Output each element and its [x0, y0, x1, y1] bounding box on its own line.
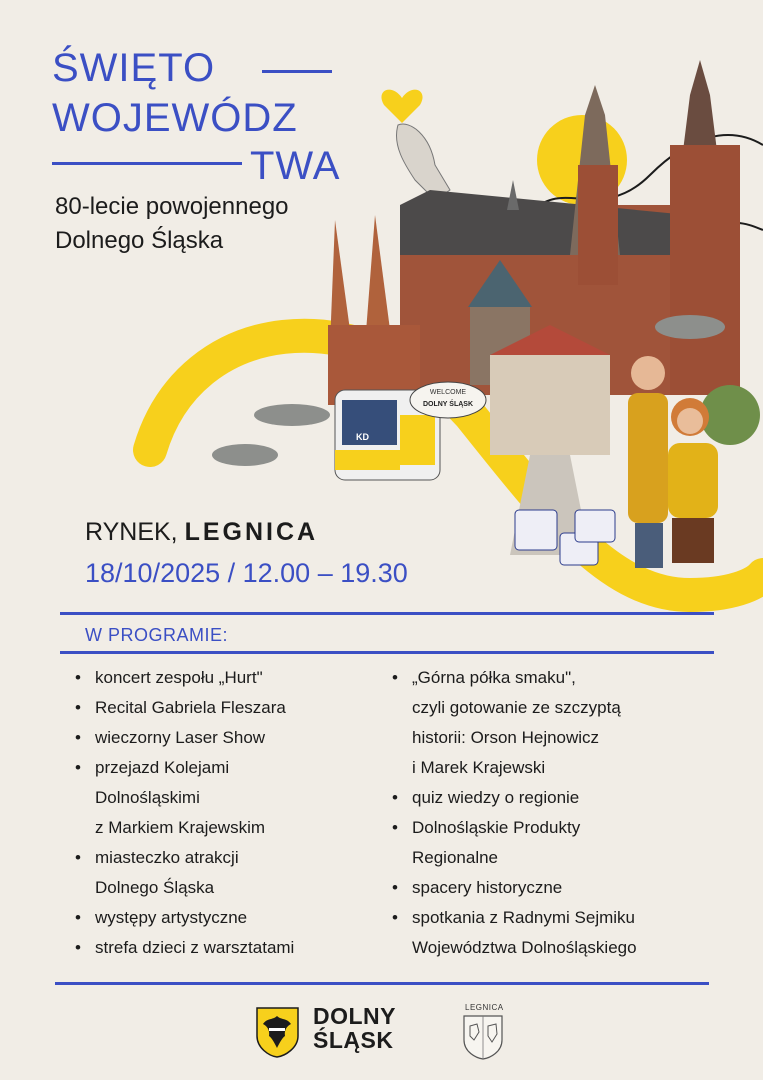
program-item-line: Dolnego Śląska	[95, 878, 215, 897]
program-item	[392, 873, 722, 903]
program-item-line: czyli gotowanie ze szczyptą	[412, 698, 621, 717]
welcome-sign-region: DOLNY ŚLĄSK	[422, 401, 474, 408]
bullet-icon: •	[75, 698, 81, 717]
fish-3	[655, 315, 725, 339]
program-item	[392, 813, 722, 873]
program-item	[75, 933, 375, 963]
bullet-icon: •	[75, 908, 81, 927]
logo-line-2: ŚLĄSK	[313, 1027, 394, 1053]
program-item	[392, 783, 722, 813]
program-item-line: „Górna półka smaku",	[412, 668, 576, 687]
hand-icon	[396, 124, 450, 200]
program-item	[392, 903, 722, 963]
program-rule-mid	[60, 651, 714, 654]
program-item-line: Regionalne	[412, 848, 499, 867]
title-line-1: ŚWIĘTO	[52, 46, 216, 90]
venue	[85, 518, 318, 547]
program-item-line: miasteczko atrakcji	[95, 848, 239, 867]
fish-2	[212, 444, 278, 466]
program-item-line: Recital Gabriela Fleszara	[95, 698, 286, 717]
program-item-line: wieczorny Laser Show	[95, 728, 266, 747]
program-item	[75, 843, 375, 903]
program-item	[75, 663, 375, 693]
legnica-label: LEGNICA	[465, 1003, 504, 1012]
bullet-icon: •	[392, 878, 398, 897]
program-item-line: historii: Orson Hejnowicz	[412, 728, 600, 747]
program-item-line: spacery historyczne	[412, 878, 563, 897]
program-item-line: i Marek Krajewski	[412, 758, 546, 777]
dolny-slask-logo-text	[313, 1004, 396, 1052]
fish-1	[254, 404, 330, 426]
bullet-icon: •	[392, 908, 398, 927]
venue-place: RYNEK,	[85, 518, 185, 546]
program-item	[75, 723, 375, 753]
program-heading: W PROGRAMIE:	[85, 625, 229, 645]
bullet-icon: •	[392, 818, 398, 837]
program-item-line: z Markiem Krajewskim	[95, 818, 266, 837]
title-line-3: TWA	[250, 144, 341, 188]
bullet-icon: •	[392, 788, 398, 807]
program-item-line: Dolnośląskimi	[95, 788, 200, 807]
program-list-right	[392, 663, 722, 963]
bullet-icon: •	[75, 848, 81, 867]
venue-city: LEGNICA	[184, 518, 319, 546]
bullet-icon: •	[392, 668, 398, 687]
legnica-crest-icon	[462, 1014, 504, 1060]
bullet-icon: •	[75, 668, 81, 687]
program-item-line: Województwa Dolnośląskiego	[412, 938, 637, 957]
program-rule-bottom	[55, 982, 709, 985]
event-datetime: 18/10/2025 / 12.00 – 19.30	[85, 558, 408, 588]
bullet-icon: •	[75, 758, 81, 777]
program-item-line: spotkania z Radnymi Sejmiku	[412, 908, 635, 927]
dolny-slask-eagle-icon	[255, 1006, 300, 1058]
program-item-line: strefa dzieci z warsztatami	[95, 938, 295, 957]
welcome-sign	[410, 382, 486, 418]
title-line-2: WOJEWÓDZ	[52, 96, 298, 140]
program-list-left	[75, 663, 375, 963]
bullet-icon: •	[75, 938, 81, 957]
program-item	[392, 663, 722, 783]
welcome-sign-top: WELCOME	[429, 389, 467, 396]
palace	[490, 355, 610, 455]
program-item	[75, 903, 375, 933]
program-item-line: quiz wiedzy o regionie	[412, 788, 580, 807]
bullet-icon: •	[75, 728, 81, 747]
train-badge: KD	[356, 432, 369, 442]
program-item-line: przejazd Kolejami	[95, 758, 230, 777]
heart-icon	[381, 90, 422, 123]
program-rule-top	[60, 612, 714, 615]
program-item-line: koncert zespołu „Hurt"	[95, 668, 263, 687]
program-item	[75, 753, 375, 843]
subtitle-line-1: 80-lecie powojennego	[55, 193, 289, 220]
subtitle-line-2: Dolnego Śląska	[55, 227, 224, 254]
logo-line-1: DOLNY	[313, 1003, 396, 1029]
program-item	[75, 693, 375, 723]
program-item-line: Dolnośląskie Produkty	[412, 818, 581, 837]
program-item-line: występy artystyczne	[95, 908, 248, 927]
